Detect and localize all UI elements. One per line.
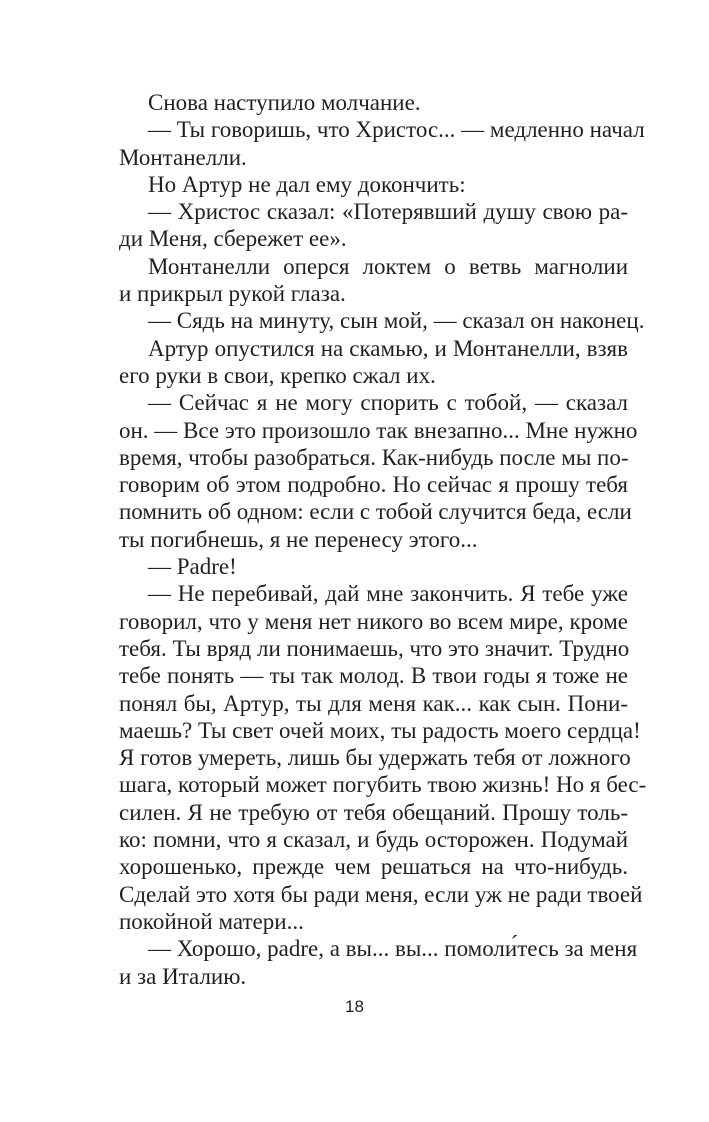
body-text (119, 89, 647, 990)
text-line: тебе понять — ты так молод. В твои годы я тоже не (119, 663, 628, 689)
text-line: — Ты говоришь, что Христос... — медленно начал (148, 117, 645, 143)
text-line: понял бы, Артур, ты для меня как... как сын. Пони- (119, 690, 628, 716)
text-line: и за Италию. (119, 963, 247, 989)
text-line: Монтанелли оперся локтем о ветвь магнолии (148, 253, 628, 279)
text-line: помнить об одном: если с тобой случится беда, если (119, 499, 632, 525)
text-line: хорошенько, прежде чем решаться на что-нибудь. (119, 854, 628, 880)
text-line: — Хорошо, padre, а вы... вы... помоли́тесь за меня (148, 936, 638, 962)
text-line: — Padre! (148, 554, 237, 580)
text-line: — Сейчас я не могу спорить с тобой, — сказал (148, 390, 628, 416)
text-line: — Сядь на минуту, сын мой, — сказал он наконец. (148, 308, 645, 334)
text-line: ди Меня, сбережет ее». (119, 226, 347, 252)
text-line: и прикрыл рукой глаза. (119, 281, 346, 307)
text-line: тебя. Ты вряд ли понимаешь, что это значит. Трудно (119, 635, 630, 661)
text-line: силен. Я не требую от тебя обещаний. Прошу толь- (119, 799, 628, 825)
text-line: говорим об этом подробно. Но сейчас я прошу тебя (119, 472, 628, 498)
text-line: время, чтобы разобраться. Как-нибудь после мы по- (119, 444, 629, 470)
text-line: покойной матери... (119, 908, 304, 934)
text-line: маешь? Ты свет очей моих, ты радость моего сердца! (119, 717, 641, 743)
text-line: он. — Все это произошло так внезапно... Мне нужно (119, 417, 638, 443)
text-line: Монтанелли. (119, 144, 247, 170)
text-line: Снова наступило молчание. (148, 90, 421, 115)
text-line: его руки в свои, крепко сжал их. (119, 362, 436, 388)
text-line: — Христос сказал: «Потерявший душу свою ра- (148, 199, 628, 225)
text-line: шага, который может погубить твою жизнь! Но я бес- (119, 772, 647, 798)
text-line: ко: помни, что я сказал, и будь осторожен. Подумай (119, 827, 628, 853)
text-line: ты погибнешь, я не перенесу этого... (119, 526, 478, 552)
text-line: — Не перебивай, дай мне закончить. Я тебе уже (148, 581, 628, 607)
text-line: Сделай это хотя бы ради меня, если уж не ради твоей (119, 881, 643, 907)
text-line: говорил, что у меня нет никого во всем мире, кроме (119, 608, 628, 634)
text-line: Я готов умереть, лишь бы удержать тебя от ложного (119, 745, 631, 771)
text-line: Но Артур не дал ему докончить: (148, 171, 466, 197)
text-line: Артур опустился на скамью, и Монтанелли, взяв (148, 335, 628, 361)
page-number: 18 (345, 997, 364, 1016)
